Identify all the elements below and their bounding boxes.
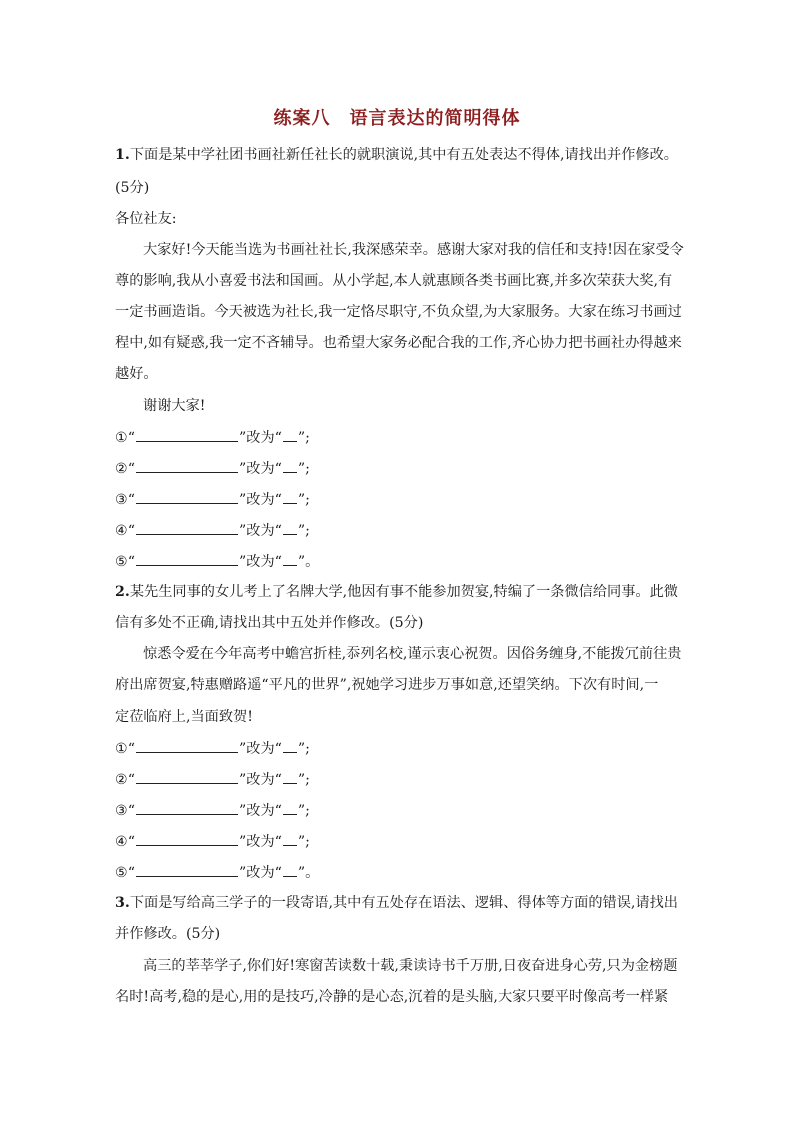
- original-blank[interactable]: [136, 831, 238, 846]
- q1-speech-line: 程中,如有疑惑,我一定不吝辅导。也希望大家务必配合我的工作,齐心协力把书画社办得越来: [115, 335, 682, 351]
- q3-prompt: 3.下面是写给高三学子的一段寄语,其中有五处存在语法、逻辑、得体等方面的错误,请找出: [115, 895, 678, 911]
- q2-answer-4: ④“ ”改为“ ”;: [115, 831, 685, 852]
- original-blank[interactable]: [136, 800, 238, 815]
- q3-number: 3.: [115, 895, 130, 911]
- revision-blank[interactable]: [283, 800, 297, 815]
- q2-message-line: 府出席贺宴,特惠赠路遥“平凡的世界”,祝她学习进步万事如意,还望笑纳。下次有时间,一: [115, 677, 659, 693]
- q1-speech-line: 尊的影响,我从小喜爱书法和国画。从小学起,本人就惠顾各类书画比赛,并多次荣获大奖,有: [115, 273, 673, 289]
- q1-answer-3: ③“ ”改为“ ”;: [115, 489, 685, 510]
- q1-closing: 谢谢大家!: [143, 398, 206, 414]
- revision-blank[interactable]: [283, 769, 297, 784]
- page-title: 练案八 语言表达的简明得体: [273, 108, 521, 129]
- q3-text-line: 名时!高考,稳的是心,用的是技巧,冷静的是心态,沉着的是头脑,大家只要平时像高考一样紧: [115, 989, 669, 1005]
- revision-blank[interactable]: [283, 738, 297, 753]
- q2-message-line: 惊悉令爱在今年高考中蟾宫折桂,忝列名校,谨示衷心祝贺。因俗务缠身,不能拨冗前往贵: [143, 646, 682, 662]
- q3-text-line: 高三的莘莘学子,你们好!寒窗苦读数十载,秉读诗书千万册,日夜奋进身心劳,只为金榜题: [143, 958, 678, 974]
- original-blank[interactable]: [136, 551, 238, 566]
- revision-blank[interactable]: [283, 520, 297, 535]
- q2-answer-1: ①“ ”改为“ ”;: [115, 738, 685, 759]
- original-blank[interactable]: [136, 520, 238, 535]
- original-blank[interactable]: [136, 769, 238, 784]
- q2-answer-5: ⑤“ ”改为“ ”。: [115, 862, 685, 883]
- q1-salutation: 各位社友:: [115, 211, 177, 227]
- original-blank[interactable]: [136, 458, 238, 473]
- q1-score: (5分): [115, 180, 150, 196]
- q1-speech-line: 越好。: [115, 366, 158, 382]
- revision-blank[interactable]: [283, 831, 297, 846]
- revision-blank[interactable]: [283, 862, 297, 877]
- q2-answer-2: ②“ ”改为“ ”;: [115, 769, 685, 790]
- original-blank[interactable]: [136, 489, 238, 504]
- q1-answer-5: ⑤“ ”改为“ ”。: [115, 551, 685, 572]
- q2-prompt: 2.某先生同事的女儿考上了名牌大学,他因有事不能参加贺宴,特编了一条微信给同事。此微: [115, 584, 678, 600]
- q1-answer-2: ②“ ”改为“ ”;: [115, 458, 685, 479]
- original-blank[interactable]: [136, 427, 238, 442]
- revision-blank[interactable]: [283, 489, 297, 504]
- q1-speech-line: 一定书画造诣。今天被选为社长,我一定恪尽职守,不负众望,为大家服务。大家在练习书画过: [115, 304, 682, 320]
- revision-blank[interactable]: [283, 427, 297, 442]
- q2-prompt-cont: 信有多处不正确,请找出其中五处并作修改。(5分): [115, 615, 424, 631]
- q1-prompt: 1.下面是某中学社团书画社新任社长的就职演说,其中有五处表达不得体,请找出并作修改。: [115, 147, 678, 163]
- q2-number: 2.: [115, 584, 130, 600]
- revision-blank[interactable]: [283, 458, 297, 473]
- q1-answer-4: ④“ ”改为“ ”;: [115, 520, 685, 541]
- original-blank[interactable]: [136, 738, 238, 753]
- original-blank[interactable]: [136, 862, 238, 877]
- q3-prompt-cont: 并作修改。(5分): [115, 926, 221, 942]
- q2-message-line: 定莅临府上,当面致贺!: [115, 709, 253, 725]
- q2-answer-3: ③“ ”改为“ ”;: [115, 800, 685, 821]
- revision-blank[interactable]: [283, 551, 297, 566]
- q1-number: 1.: [115, 147, 130, 163]
- q1-speech-line: 大家好!今天能当选为书画社社长,我深感荣幸。感谢大家对我的信任和支持!因在家受令: [143, 242, 684, 258]
- q1-answer-1: ①“ ”改为“ ”;: [115, 427, 685, 448]
